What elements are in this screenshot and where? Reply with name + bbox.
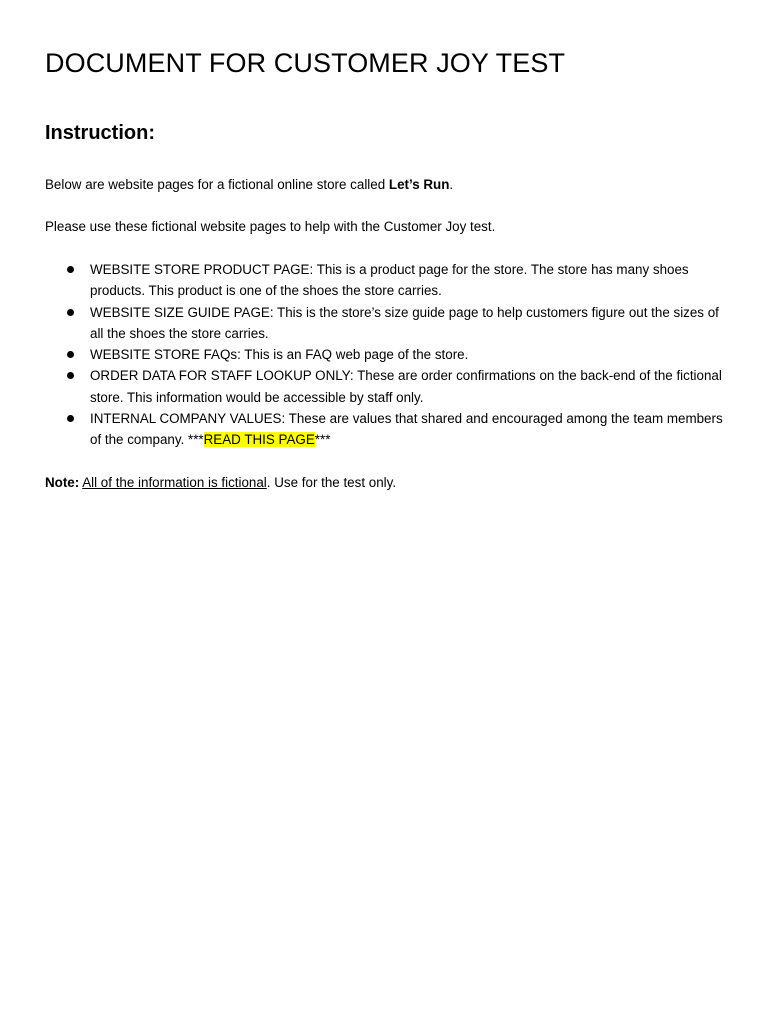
read-this-page-highlight: READ THIS PAGE — [203, 432, 315, 448]
list-item-label: WEBSITE STORE FAQs — [90, 347, 238, 363]
intro-suffix: . — [449, 177, 454, 192]
list-item-label: INTERNAL COMPANY VALUES — [90, 411, 282, 427]
list-item-text: : This is a product page for the store. The store has many shoes products. This product is one of the shoes the store carries. — [90, 262, 689, 299]
bullet-icon — [67, 309, 74, 316]
list-item-order-data — [45, 365, 725, 408]
list-item-text: : This is the store’s size guide page to help customers figure out the sizes of all the shoes the store carries. — [90, 304, 719, 341]
list-item-label: ORDER DATA FOR STAFF LOOKUP ONLY — [90, 368, 350, 384]
store-name: Let’s Run — [388, 177, 450, 192]
list-item-product-page — [45, 259, 725, 302]
list-item-size-guide — [45, 302, 725, 345]
list-item-label: WEBSITE SIZE GUIDE PAGE — [90, 304, 270, 320]
list-item-label: WEBSITE STORE PRODUCT PAGE — [90, 262, 310, 277]
bullet-icon — [67, 415, 74, 422]
page-list — [45, 259, 725, 451]
list-item-text: : These are order confirmations on the back-end of the fictional store. This information would be accessible by staff only. — [90, 368, 722, 405]
note-paragraph — [45, 472, 396, 493]
list-item-text: : These are values that shared and encouraged among the team members of the company. *** — [90, 411, 723, 448]
intro-paragraph — [45, 174, 453, 195]
intro-prefix: Below are website pages for a fictional online store called — [45, 177, 389, 192]
note-rest-text: . Use for the test only. — [266, 475, 397, 490]
list-item-faqs — [45, 344, 725, 365]
instruction-heading: Instruction: — [45, 122, 155, 144]
bullet-icon — [67, 372, 74, 379]
list-item-suffix: *** — [314, 432, 331, 448]
note-label: Note: — [45, 475, 80, 490]
list-item-company-values — [45, 408, 725, 451]
bullet-icon — [67, 266, 74, 273]
document-title: DOCUMENT FOR CUSTOMER JOY TEST — [45, 48, 566, 78]
list-item-text: : This is an FAQ web page of the store. — [237, 347, 469, 363]
note-underlined-text: All of the information is fictional — [82, 475, 267, 490]
bullet-icon — [67, 351, 74, 358]
usage-paragraph: Please use these fictional website pages to help with the Customer Joy test. — [45, 219, 496, 234]
